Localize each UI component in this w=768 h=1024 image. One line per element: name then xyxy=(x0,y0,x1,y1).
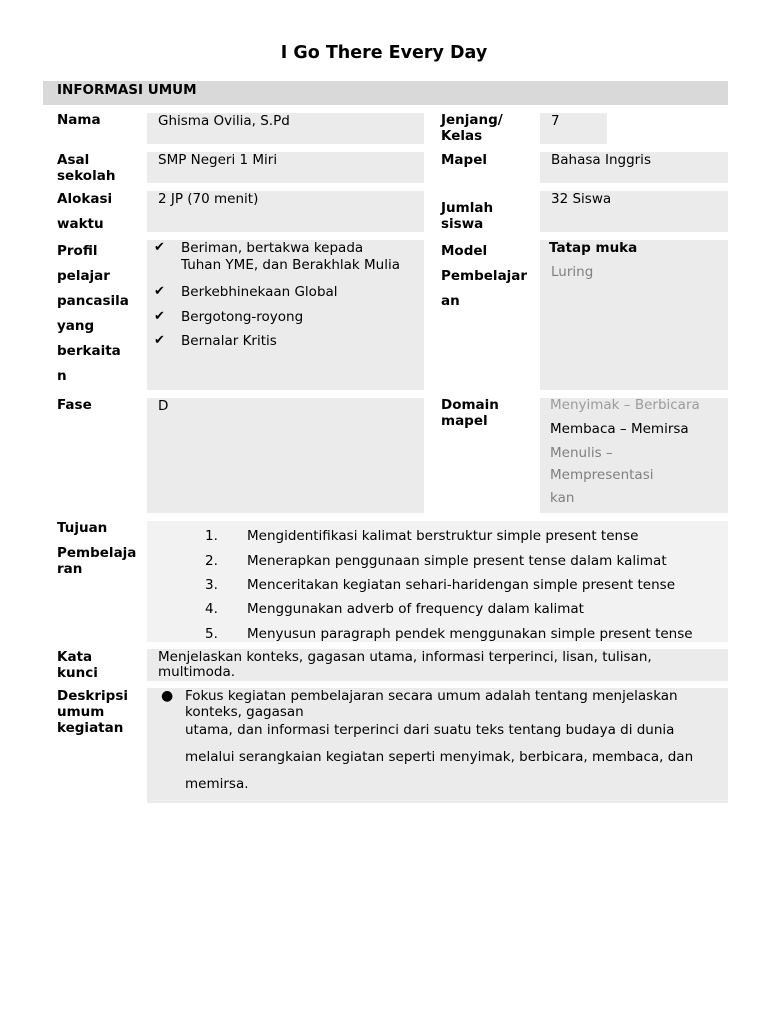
alokasi-label-line: Alokasi xyxy=(57,191,113,207)
asal-label-line: Asal xyxy=(57,152,90,168)
profil-item-2: Berkebhinekaan Global xyxy=(181,284,338,300)
profil-label-line: berkaita xyxy=(57,343,121,359)
domain-line-2: Membaca – Memirsa xyxy=(550,421,689,437)
tujuan-item-5-text: Menyusun paragraph pendek menggunakan simple present tense xyxy=(247,626,693,642)
tujuan-label-line: Tujuan xyxy=(57,520,108,536)
domain-field xyxy=(540,398,728,513)
model-label xyxy=(441,239,527,314)
deskripsi-line-5: memirsa. xyxy=(185,776,249,792)
profil-label xyxy=(57,239,129,389)
tujuan-label-line: Pembelaja xyxy=(57,545,137,561)
model-label-line: Model xyxy=(441,243,488,259)
profil-label-line: Profil xyxy=(57,243,98,259)
tujuan-field xyxy=(147,521,728,642)
model-label-line: an xyxy=(441,293,460,309)
tujuan-item-4-text: Menggunakan adverb of frequency dalam kalimat xyxy=(247,601,584,617)
model-field xyxy=(540,240,728,390)
check-icon: ✔ xyxy=(154,309,165,324)
deskripsi-label xyxy=(57,688,128,736)
domain-label-line: Domain xyxy=(441,397,499,413)
mapel-field xyxy=(540,152,728,183)
asal-field xyxy=(147,152,424,183)
domain-label xyxy=(441,397,499,429)
tujuan-item-4-number: 4. xyxy=(205,601,218,617)
kata-line-2: multimoda. xyxy=(158,664,236,680)
section-header xyxy=(43,81,728,105)
tujuan-label xyxy=(57,520,136,577)
domain-line-5: kan xyxy=(550,490,575,506)
profil-label-line: pelajar xyxy=(57,268,110,284)
tujuan-item-3-number: 3. xyxy=(205,577,218,593)
fase-label: Fase xyxy=(57,397,92,413)
jumlah-value: 32 Siswa xyxy=(551,191,612,207)
deskripsi-label-line: Deskripsi xyxy=(57,688,128,704)
profil-item-4: Bernalar Kritis xyxy=(181,333,277,349)
deskripsi-line-4: melalui serangkaian kegiatan seperti menyimak, berbicara, membaca, dan xyxy=(185,749,694,765)
document-title: I Go There Every Day xyxy=(280,43,488,63)
kata-line-1: Menjelaskan konteks, gagasan utama, informasi terperinci, lisan, tulisan, xyxy=(158,649,652,665)
asal-label-line: sekolah xyxy=(57,168,116,184)
jumlah-label-line: Jumlah xyxy=(441,200,494,216)
alokasi-label-line: waktu xyxy=(57,216,104,232)
profil-item-1-line-1: Beriman, bertakwa kepada xyxy=(181,240,364,256)
asal-label xyxy=(57,152,115,184)
kata-label-line: Kata xyxy=(57,649,93,665)
alokasi-label xyxy=(57,191,112,232)
tujuan-label-line: ran xyxy=(57,561,83,577)
kata-label-line: kunci xyxy=(57,665,98,681)
check-icon: ✔ xyxy=(154,284,165,299)
fase-field xyxy=(147,398,424,513)
tujuan-item-2-number: 2. xyxy=(205,553,218,569)
kata-label xyxy=(57,649,98,681)
tujuan-item-1-text: Mengidentifikasi kalimat berstruktur simple present tense xyxy=(247,528,639,544)
profil-item-3: Bergotong-royong xyxy=(181,309,304,325)
profil-field xyxy=(147,240,424,390)
domain-line-4: Mempresentasi xyxy=(550,467,654,483)
nama-label: Nama xyxy=(57,112,101,128)
deskripsi-field xyxy=(147,688,728,803)
fase-value: D xyxy=(158,398,169,414)
profil-label-line: yang xyxy=(57,318,95,334)
bullet-icon: ● xyxy=(161,688,174,704)
mapel-label: Mapel xyxy=(441,152,487,168)
model-label-line: Pembelajar xyxy=(441,268,528,284)
tujuan-item-3-text: Menceritakan kegiatan sehari-haridengan simple present tense xyxy=(247,577,675,593)
deskripsi-label-line: kegiatan xyxy=(57,720,124,736)
asal-value: SMP Negeri 1 Miri xyxy=(158,152,278,168)
jumlah-field xyxy=(540,191,728,232)
jenjang-label-line: Kelas xyxy=(441,128,483,144)
jumlah-label-line: siswa xyxy=(441,216,484,232)
jumlah-label xyxy=(441,200,493,232)
jenjang-value: 7 xyxy=(551,113,560,129)
nama-value: Ghisma Ovilia, S.Pd xyxy=(158,113,290,129)
nama-field xyxy=(147,113,424,144)
deskripsi-line-3: utama, dan informasi terperinci dari suatu teks tentang budaya di dunia xyxy=(185,722,675,738)
jenjang-field xyxy=(540,113,607,144)
kata-field xyxy=(147,649,728,681)
domain-line-3: Menulis – xyxy=(550,445,613,461)
tujuan-item-5-number: 5. xyxy=(205,626,218,642)
tujuan-item-1-number: 1. xyxy=(205,528,218,544)
domain-label-line: mapel xyxy=(441,413,488,429)
alokasi-field xyxy=(147,191,424,232)
deskripsi-line-2: konteks, gagasan xyxy=(185,704,304,720)
check-icon: ✔ xyxy=(154,333,165,348)
alokasi-value: 2 JP (70 menit) xyxy=(158,191,259,207)
check-icon: ✔ xyxy=(154,240,165,255)
profil-item-1-line-2: Tuhan YME, dan Berakhlak Mulia xyxy=(181,257,400,273)
mapel-value: Bahasa Inggris xyxy=(551,152,651,168)
profil-label-line: pancasila xyxy=(57,293,129,309)
deskripsi-line-1: Fokus kegiatan pembelajaran secara umum adalah tentang menjelaskan xyxy=(185,688,678,704)
tujuan-item-2-text: Menerapkan penggunaan simple present tense dalam kalimat xyxy=(247,553,667,569)
section-header-label: INFORMASI UMUM xyxy=(57,82,197,98)
jenjang-label xyxy=(441,112,503,144)
jenjang-label-line: Jenjang/ xyxy=(441,112,503,128)
model-value-secondary: Luring xyxy=(551,264,594,280)
deskripsi-label-line: umum xyxy=(57,704,105,720)
domain-line-1: Menyimak – Berbicara xyxy=(550,397,700,413)
profil-label-line: n xyxy=(57,368,67,384)
model-value-primary: Tatap muka xyxy=(549,240,638,256)
